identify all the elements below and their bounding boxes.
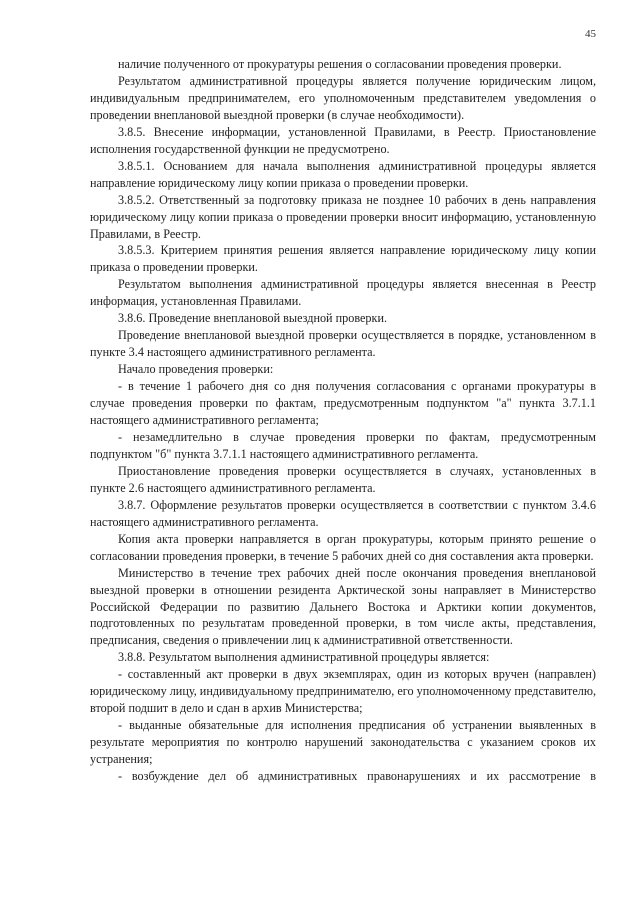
paragraph: Проведение внеплановой выездной проверки осуществляется в порядке, установленном в пункте 3.4 настоящего административного регламента. xyxy=(90,328,596,360)
paragraph: - составленный акт проверки в двух экземплярах, один из которых вручен (направлен) юридическому лицу, индивидуальному предпринимателю, его уполномоченному представителю, второй подшит в дело и сдан в архив Министерства; xyxy=(90,667,597,716)
paragraph: Результатом административной процедуры является получение юридическим лицом, индивидуальным предпринимателем, его уполномоченным представителем уведомления о проведении внеплановой выездной проверки (в случае необходимости). xyxy=(90,73,596,122)
paragraph: наличие полученного от прокуратуры решения о согласовании проведения проверки. xyxy=(118,57,562,71)
paragraph: Приостановление проведения проверки осуществляется в случаях, установленных в пункте 2.6 настоящего административного регламента. xyxy=(90,463,596,495)
paragraph: - возбуждение дел об административных правонарушениях и их рассмотрение в xyxy=(118,769,596,784)
paragraph: 3.8.6. Проведение внеплановой выездной проверки. xyxy=(118,311,388,326)
paragraph: 3.8.7. Оформление результатов проверки осуществляется в соответствии с пунктом 3.4.6 настоящего административного регламента. xyxy=(90,497,596,529)
paragraph: 3.8.5. Внесение информации, установленной Правилами, в Реестр. Приостановление исполнения государственной функции не предусмотрено. xyxy=(90,124,596,156)
paragraph: Начало проведения проверки: xyxy=(118,362,274,377)
paragraph: Копия акта проверки направляется в орган прокуратуры, которым принято решение о согласовании проведения проверки, в течение 5 рабочих дней со дня составления акта проверки. xyxy=(90,531,596,563)
paragraph: 3.8.5.2. Ответственный за подготовку приказа не позднее 10 рабочих в день направления юридическому лицу копии приказа о проведении проверки вносит информацию, установленную Правилами, в Реестр. xyxy=(90,192,596,241)
paragraph: Результатом выполнения административной процедуры является внесенная в Реестр информация, установленная Правилами. xyxy=(90,277,596,309)
paragraph: 3.8.8. Результатом выполнения административной процедуры является: xyxy=(118,650,490,665)
paragraph: Министерство в течение трех рабочих дней после окончания проведения внеплановой выездной проверки в отношении резидента Арктической зоны направляет в Министерство Российской Федерации по развитию Дальнего Востока и Арктики копии документов, подготовленных по результатам проведенной проверки, в том числе акты, представления, предписания, сведения о привлечении лиц к административной ответственности. xyxy=(90,565,596,648)
paragraph: 3.8.5.3. Критерием принятия решения является направление юридическому лицу копии приказа о проведении проверки. xyxy=(90,243,596,275)
paragraph: - в течение 1 рабочего дня со дня получения согласования с органами прокуратуры в случае проведения проверки по фактам, предусмотренным подпунктом "а" пункта 3.7.1.1 настоящего административного регламента; xyxy=(90,379,596,428)
paragraph: - незамедлительно в случае проведения проверки по фактам, предусмотренным подпунктом "б" пункта 3.7.1.1 настоящего административного регламента. xyxy=(90,429,596,461)
paragraph: - выданные обязательные для исполнения предписания об устранении выявленных в результате мероприятия по контролю нарушений законодательства с указанием сроков их устранения; xyxy=(90,718,596,767)
document-body xyxy=(90,56,596,785)
page-number: 45 xyxy=(585,28,596,40)
paragraph: 3.8.5.1. Основанием для начала выполнения административной процедуры является направление юридическому лицу копии приказа о проведении проверки. xyxy=(90,158,596,190)
